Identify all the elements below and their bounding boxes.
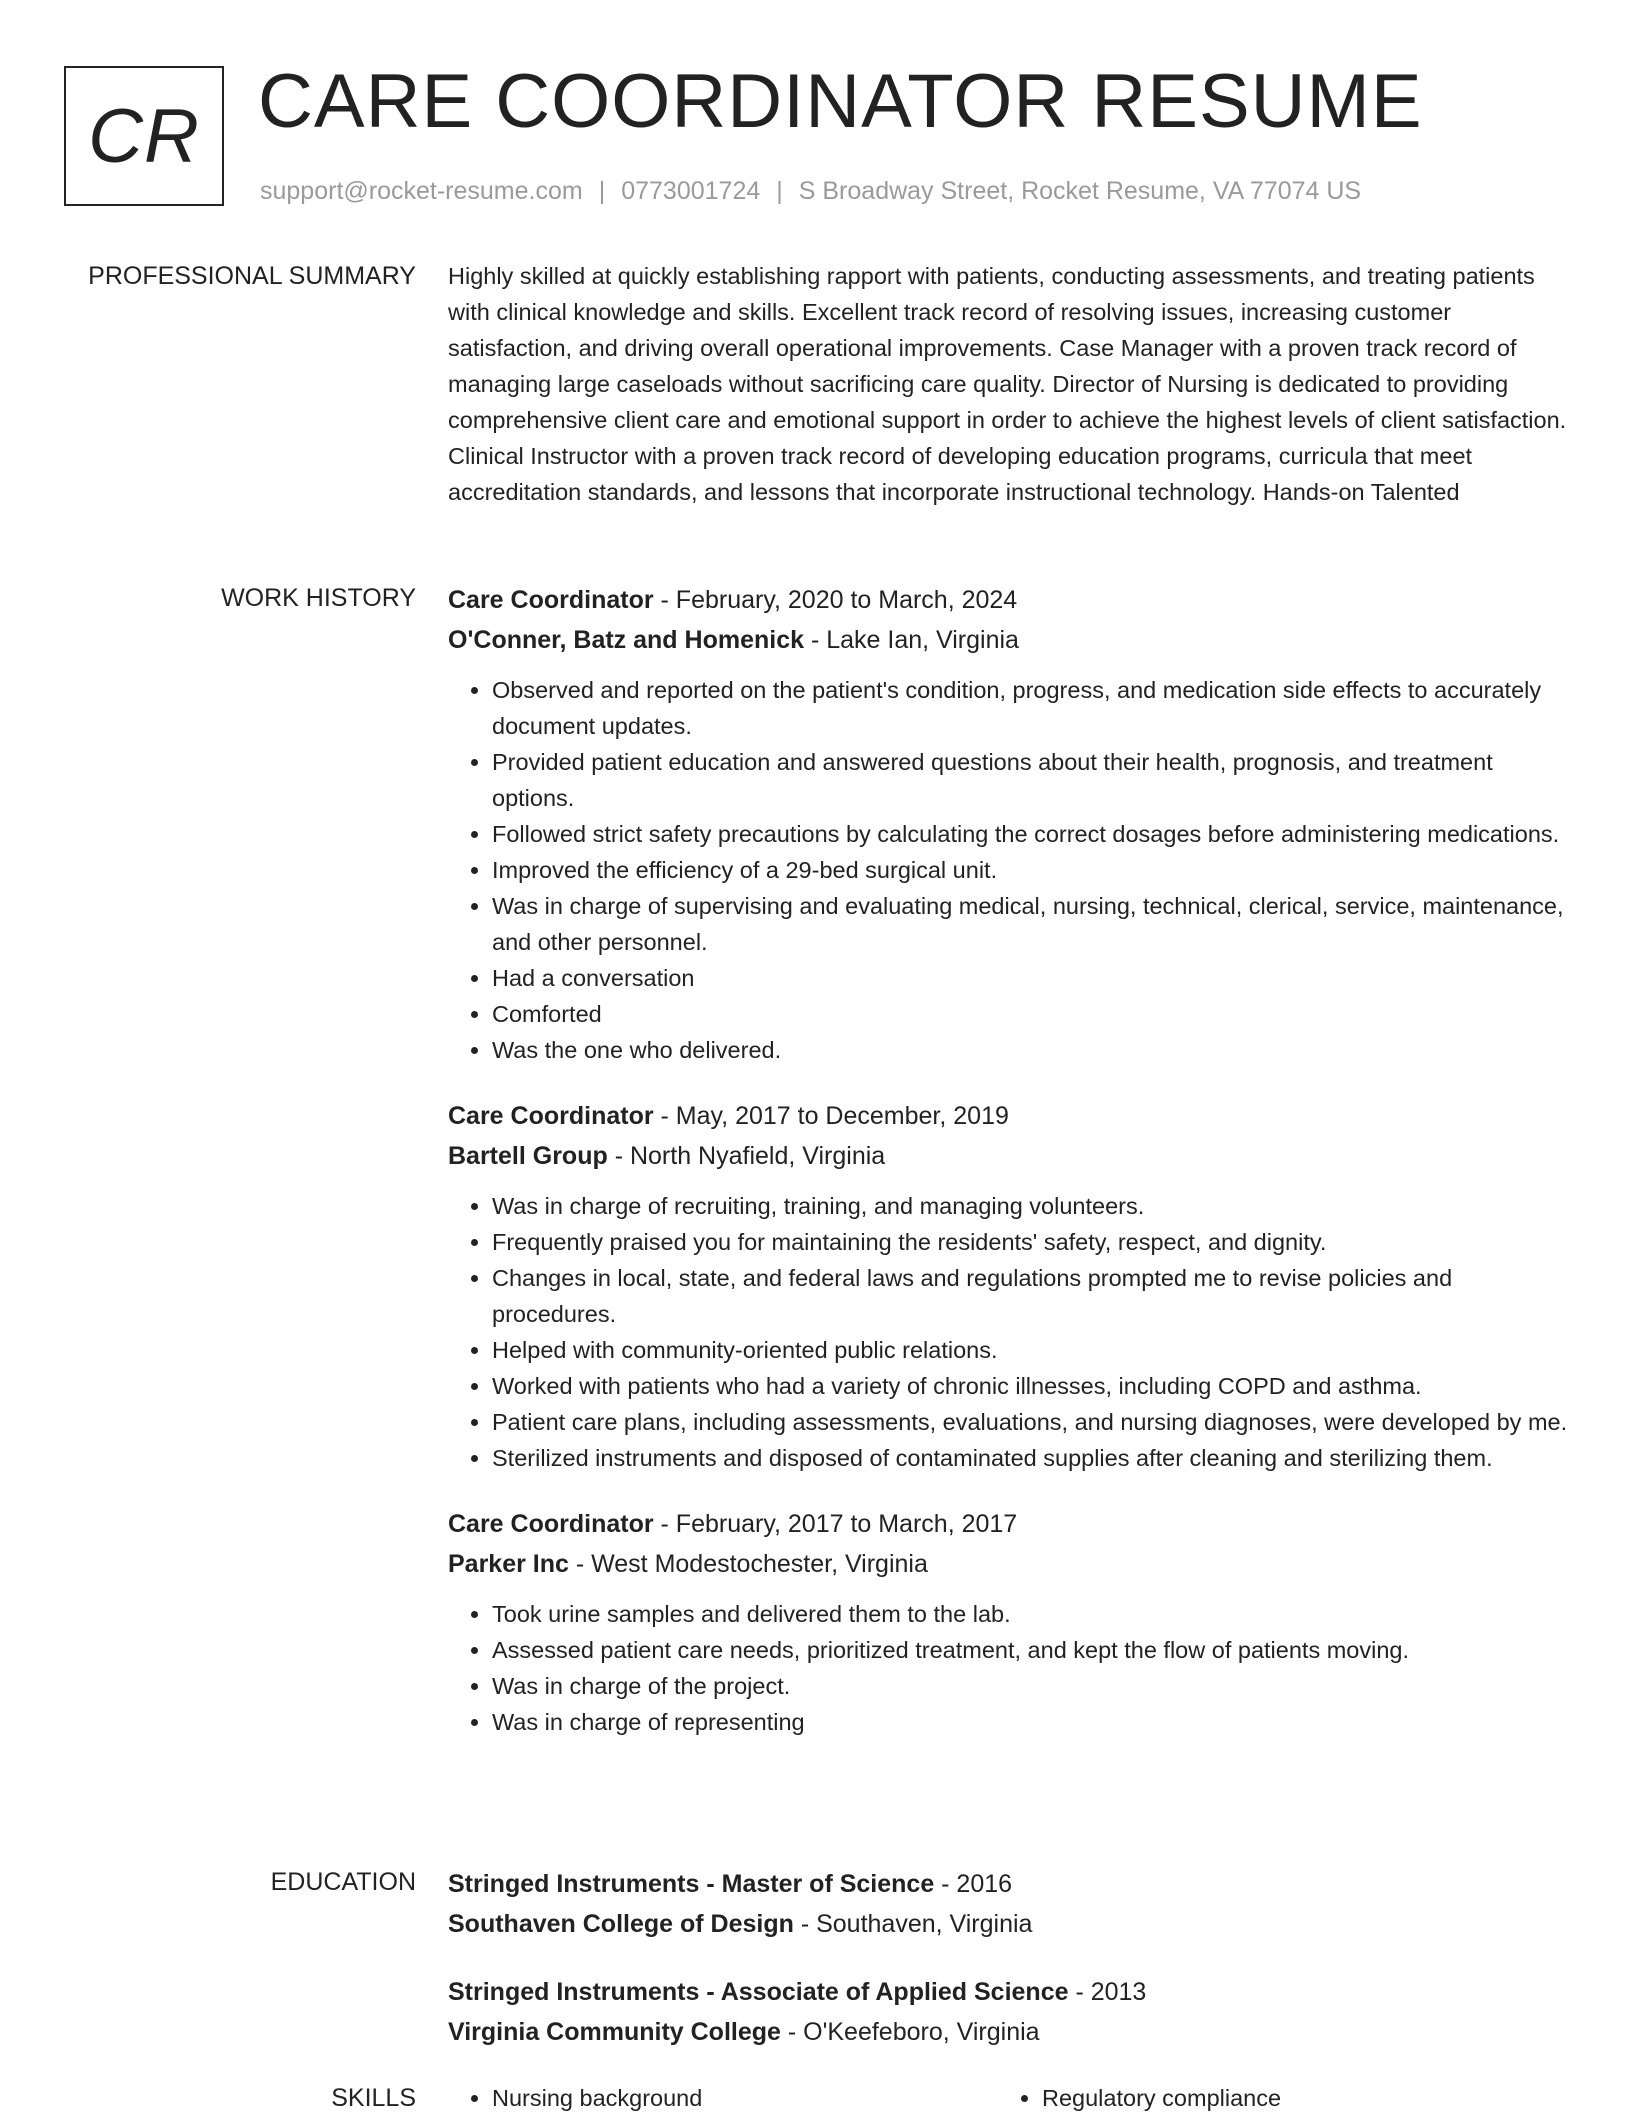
school-location: - O'Keefeboro, Virginia bbox=[780, 2018, 1040, 2046]
list-item: • Was in charge of recruiting, training, and managing volunteers. bbox=[492, 1188, 1568, 1224]
work-history-body bbox=[448, 580, 1568, 1768]
job-title-line bbox=[448, 1504, 1568, 1544]
list-item: • Nursing background bbox=[492, 2080, 998, 2116]
degree-year: - 2016 bbox=[934, 1870, 1013, 1898]
school-location: - Southaven, Virginia bbox=[793, 1910, 1033, 1938]
summary-body bbox=[448, 258, 1568, 510]
list-item: • Helped with community-oriented public relations. bbox=[492, 1332, 1568, 1368]
job-location: - Lake Ian, Virginia bbox=[804, 626, 1019, 654]
list-item: • Was in charge of the project. bbox=[492, 1668, 1568, 1704]
school-line bbox=[448, 1904, 1568, 1944]
page-title: CARE COORDINATOR RESUME bbox=[258, 59, 1423, 144]
contact-separator: | bbox=[598, 177, 606, 205]
skills-label: SKILLS bbox=[331, 2084, 416, 2112]
job-company-line bbox=[448, 620, 1568, 660]
degree-line bbox=[448, 1972, 1568, 2012]
job-location: - North Nyafield, Virginia bbox=[607, 1142, 886, 1170]
list-item: • Was the one who delivered. bbox=[492, 1032, 1568, 1068]
list-item: • Patient care plans, including assessments, evaluations, and nursing diagnoses, were developed by me. bbox=[492, 1404, 1568, 1440]
skills-body bbox=[448, 2080, 1568, 2116]
summary-text: Highly skilled at quickly establishing rapport with patients, conducting assessments, and treating patients with clinical knowledge and skills. Excellent track record of resolving issues, increasing customer satisfaction, and driving overall operational improvements. Case Manager with a proven track record of managing large caseloads without sacrificing care quality. Director of Nursing is dedicated to providing comprehensive client care and emotional support in order to achieve the highest levels of client satisfaction. Clinical Instructor with a proven track record of developing education programs, curricula that meet accreditation standards, and lessons that incorporate instructional technology. Hands-on Talented bbox=[448, 263, 1567, 505]
contact-email: support@rocket-resume.com bbox=[260, 177, 583, 205]
job-title: Care Coordinator bbox=[448, 586, 654, 614]
list-item: • Was in charge of supervising and evaluating medical, nursing, technical, clerical, service, maintenance, and other personnel. bbox=[492, 888, 1568, 960]
degree-year: - 2013 bbox=[1068, 1978, 1147, 2006]
list-item: • Followed strict safety precautions by calculating the correct dosages before administering medications. bbox=[492, 816, 1568, 852]
job-dates: - February, 2017 to March, 2017 bbox=[653, 1510, 1018, 1538]
skills-list-right bbox=[998, 2080, 1548, 2116]
job-dates: - February, 2020 to March, 2024 bbox=[653, 586, 1018, 614]
list-item: • Took urine samples and delivered them to the lab. bbox=[492, 1596, 1568, 1632]
job-title: Care Coordinator bbox=[448, 1102, 654, 1130]
list-item: • Provided patient education and answered questions about their health, prognosis, and treatment options. bbox=[492, 744, 1568, 816]
list-item: • Observed and reported on the patient's condition, progress, and medication side effects to accurately document updates. bbox=[492, 672, 1568, 744]
school-name: Virginia Community College bbox=[448, 2018, 781, 2046]
job-entry bbox=[448, 1096, 1568, 1476]
list-item: • Had a conversation bbox=[492, 960, 1568, 996]
education-label: EDUCATION bbox=[270, 1868, 416, 1896]
list-item: • Was in charge of representing bbox=[492, 1704, 1568, 1740]
list-item: • Comforted bbox=[492, 996, 1568, 1032]
work-history-label: WORK HISTORY bbox=[221, 584, 416, 612]
list-item: • Worked with patients who had a variety of chronic illnesses, including COPD and asthma. bbox=[492, 1368, 1568, 1404]
list-item: • Assessed patient care needs, prioritized treatment, and kept the flow of patients moving. bbox=[492, 1632, 1568, 1668]
job-location: - West Modestochester, Virginia bbox=[568, 1550, 928, 1578]
job-title-line bbox=[448, 1096, 1568, 1136]
job-company: Bartell Group bbox=[448, 1142, 608, 1170]
contact-phone: 0773001724 bbox=[621, 177, 761, 205]
job-company-line bbox=[448, 1544, 1568, 1584]
job-bullets bbox=[448, 1596, 1568, 1740]
job-entry bbox=[448, 580, 1568, 1068]
job-company-line bbox=[448, 1136, 1568, 1176]
job-title-line bbox=[448, 580, 1568, 620]
summary-label: PROFESSIONAL SUMMARY bbox=[88, 262, 416, 290]
contact-line bbox=[260, 174, 1361, 208]
job-bullets bbox=[448, 1188, 1568, 1476]
list-item: • Regulatory compliance bbox=[1042, 2080, 1548, 2116]
list-item: • Frequently praised you for maintaining the residents' safety, respect, and dignity. bbox=[492, 1224, 1568, 1260]
list-item: • Changes in local, state, and federal laws and regulations prompted me to revise policies and procedures. bbox=[492, 1260, 1568, 1332]
list-item: • Improved the efficiency of a 29-bed surgical unit. bbox=[492, 852, 1568, 888]
job-bullets bbox=[448, 672, 1568, 1068]
school-name: Southaven College of Design bbox=[448, 1910, 794, 1938]
contact-address: S Broadway Street, Rocket Resume, VA 77074 US bbox=[798, 177, 1362, 205]
monogram-logo: CR bbox=[64, 66, 224, 206]
education-body bbox=[448, 1864, 1568, 2080]
degree-name: Stringed Instruments - Associate of Applied Science bbox=[448, 1978, 1069, 2006]
education-entry bbox=[448, 1864, 1568, 1944]
job-entry bbox=[448, 1504, 1568, 1740]
job-title: Care Coordinator bbox=[448, 1510, 654, 1538]
contact-separator: | bbox=[776, 177, 783, 205]
education-entry bbox=[448, 1972, 1568, 2052]
skills-grid bbox=[448, 2080, 1568, 2116]
skills-list-left bbox=[448, 2080, 998, 2116]
school-line bbox=[448, 2012, 1568, 2052]
degree-line bbox=[448, 1864, 1568, 1904]
list-item: • Sterilized instruments and disposed of contaminated supplies after cleaning and sterilizing them. bbox=[492, 1440, 1568, 1476]
job-company: Parker Inc bbox=[448, 1550, 569, 1578]
job-dates: - May, 2017 to December, 2019 bbox=[653, 1102, 1009, 1130]
degree-name: Stringed Instruments - Master of Science bbox=[448, 1870, 935, 1898]
job-company: O'Conner, Batz and Homenick bbox=[448, 626, 805, 654]
